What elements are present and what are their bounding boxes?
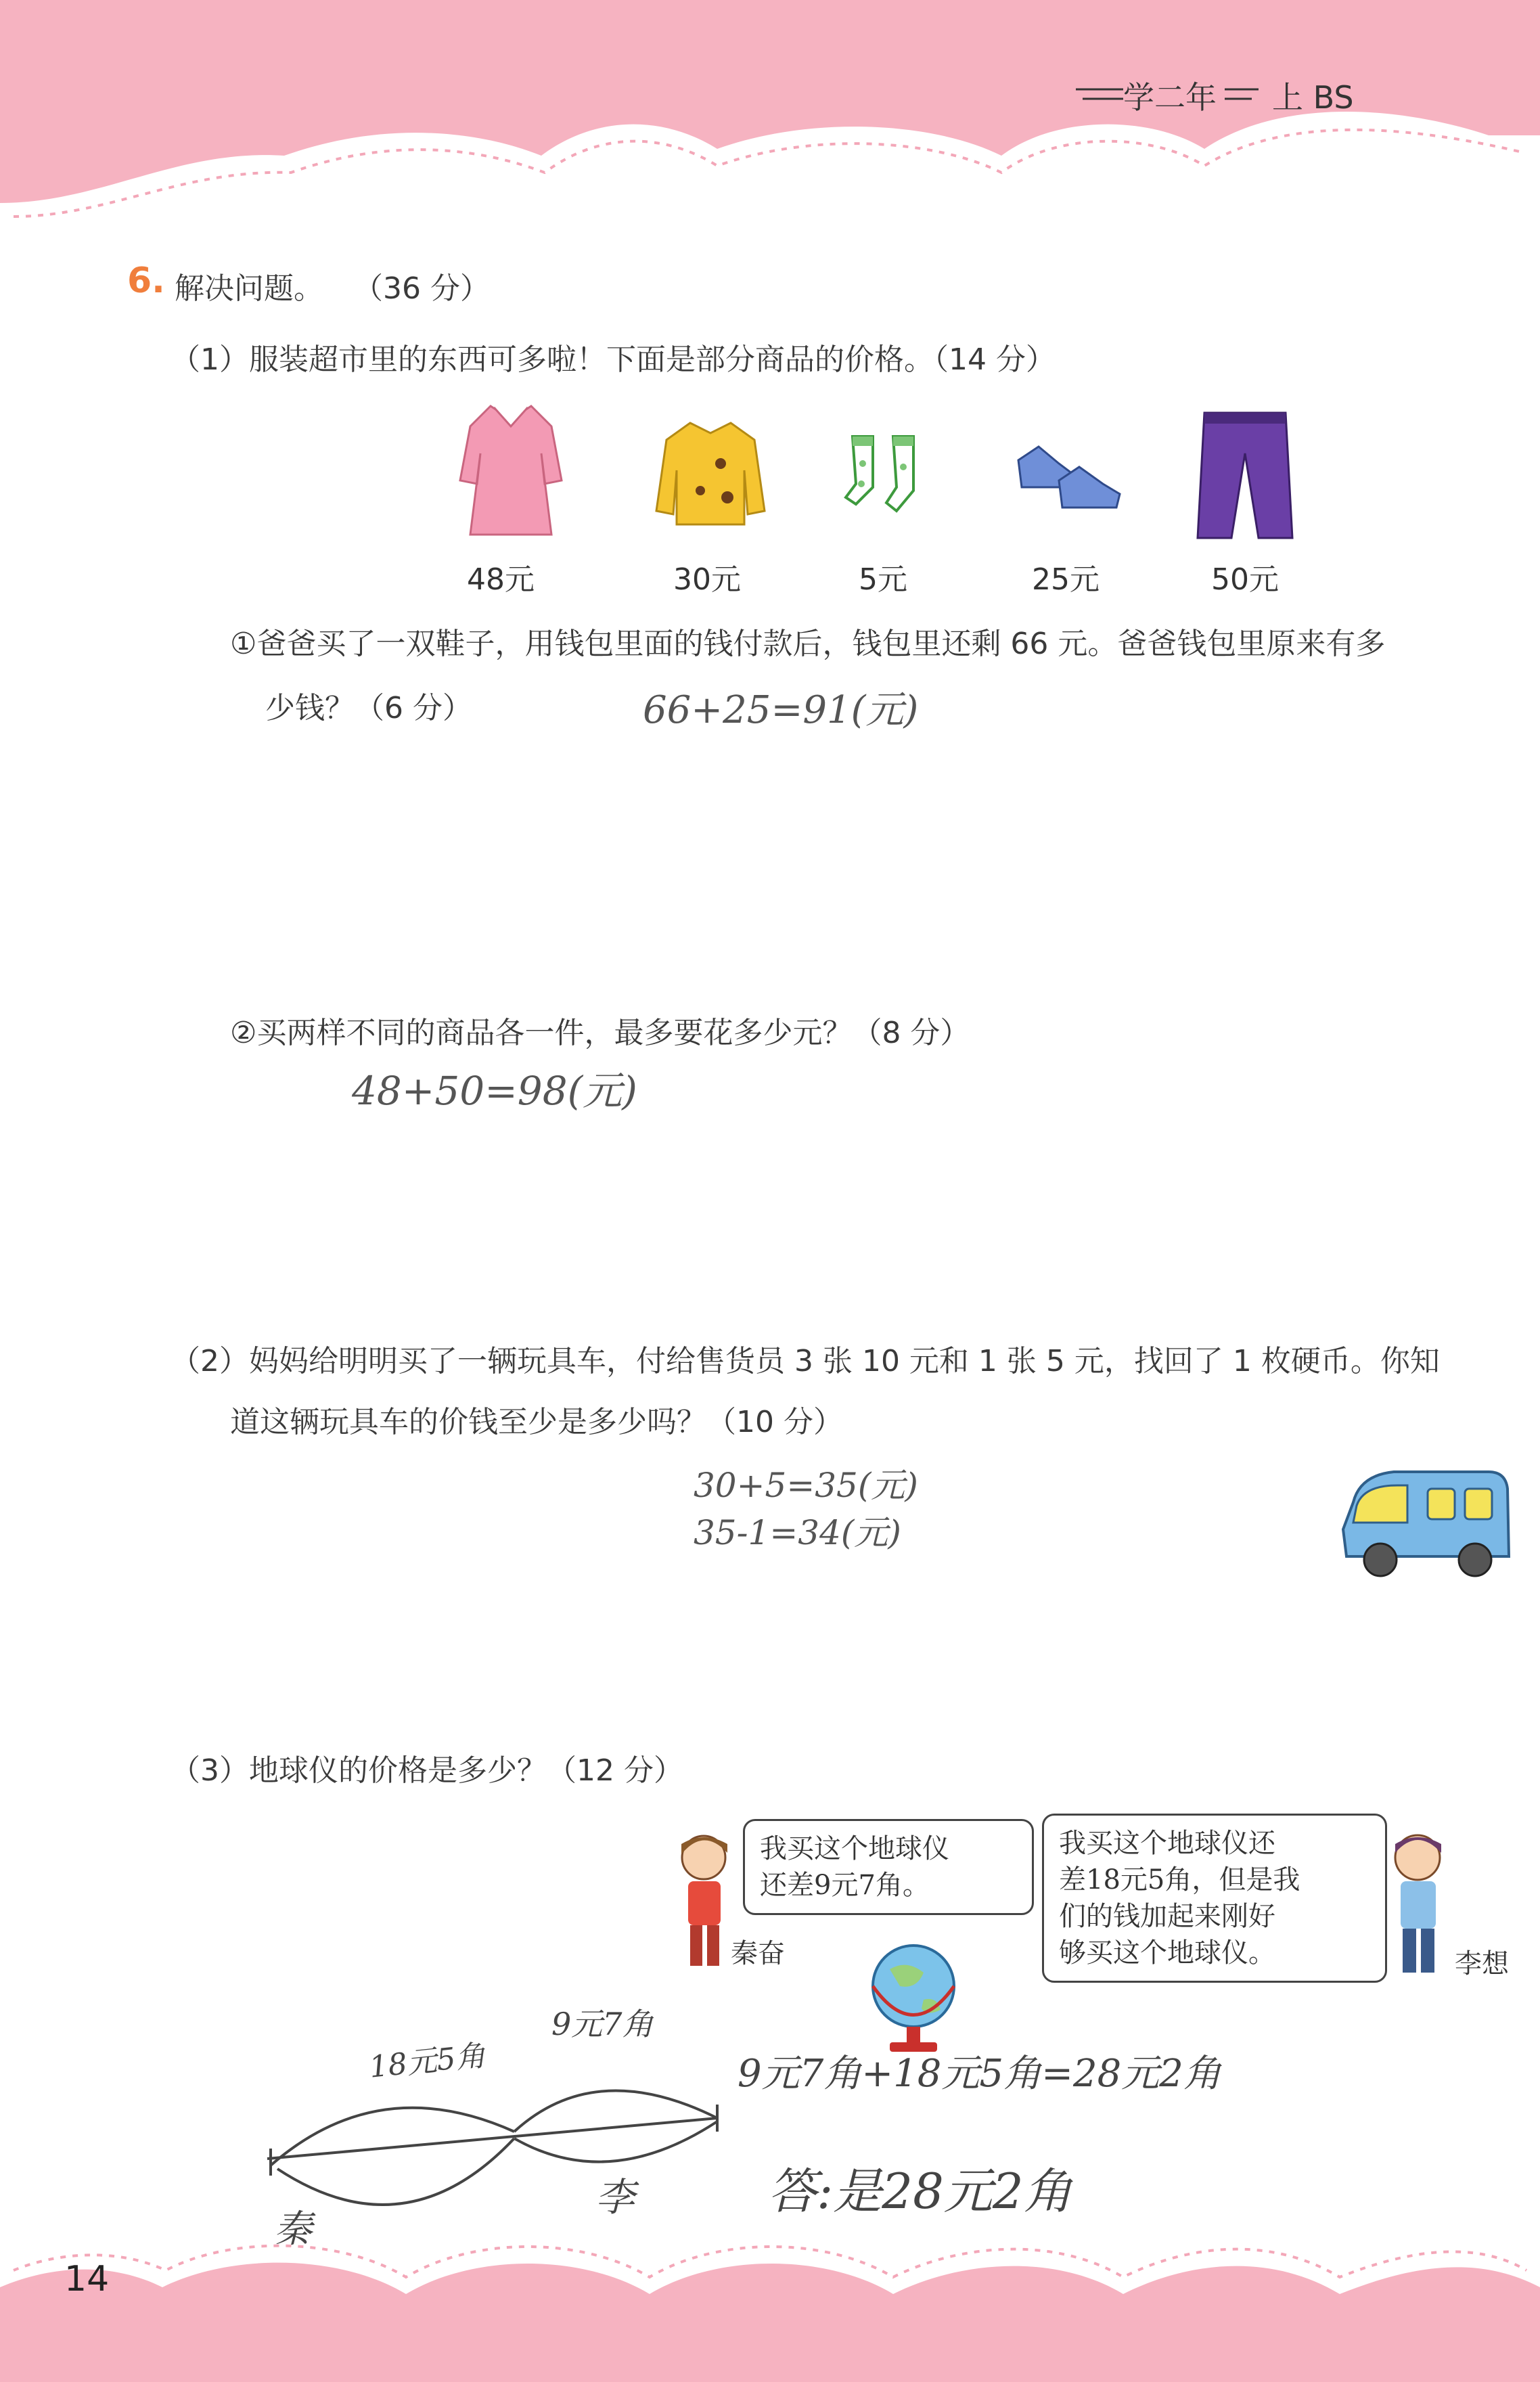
lixiang-bubble-line-2: 差18元5角，但是我 xyxy=(1059,1864,1300,1895)
price-pants: 50元 xyxy=(1211,562,1279,597)
price-jacket: 30元 xyxy=(673,562,741,597)
q3-work-line: 9元7角+18元5角=28元2角 xyxy=(738,2052,1221,2096)
q2-line2: 道这辆玩具车的价钱至少是多少吗？（10 分） xyxy=(230,1405,843,1439)
shoes-icon xyxy=(1012,440,1127,514)
price-dress: 48元 xyxy=(467,562,535,597)
diagram-label-9yuan7jiao: 9元7角 xyxy=(551,2006,654,2042)
q3-title: （3）地球仪的价格是多少？（12 分） xyxy=(171,1753,683,1788)
segment-diagram xyxy=(257,2037,744,2287)
diagram-name-li: 李 xyxy=(595,2174,635,2220)
q2-answer-2: 35-1=34(元) xyxy=(694,1513,901,1552)
q1-sub2: ②买两样不同的商品各一件，最多要花多少元？（8 分） xyxy=(230,1016,970,1050)
dress-icon xyxy=(450,399,572,541)
lixiang-bubble-line-3: 们的钱加起来刚好 xyxy=(1059,1901,1275,1932)
lixiang-speech-bubble xyxy=(1042,1814,1387,1983)
section-title: 解决问题。 xyxy=(175,271,323,306)
diagram-name-qin: 秦 xyxy=(274,2207,312,2251)
q1-sub1-line2: 少钱？（6 分） xyxy=(265,691,472,725)
header-edition: 上 BS xyxy=(1272,79,1354,116)
price-shoes: 25元 xyxy=(1032,562,1100,597)
globe-icon xyxy=(859,1935,968,2057)
q2-line1: （2）妈妈给明明买了一辆玩具车，付给售货员 3 张 10 元和 1 张 5 元，找回了 1 枚硬币。你知 xyxy=(171,1344,1440,1378)
pants-icon xyxy=(1194,406,1296,541)
section-number: 6. xyxy=(127,261,165,301)
lixiang-bubble-line-1: 我买这个地球仪还 xyxy=(1059,1828,1275,1859)
qinfen-bubble-line-2: 还差9元7角。 xyxy=(760,1870,930,1901)
toy-van-icon xyxy=(1333,1462,1516,1583)
socks-icon xyxy=(842,430,930,518)
section-score: （36 分） xyxy=(353,271,490,306)
q2-answer-1: 30+5=35(元) xyxy=(694,1466,918,1505)
qinfen-name: 秦奋 xyxy=(731,1938,785,1969)
price-socks: 5元 xyxy=(859,562,907,597)
q1-sub1-line1: ①爸爸买了一双鞋子，用钱包里面的钱付款后，钱包里还剩 66 元。爸爸钱包里原来有多 xyxy=(230,627,1386,661)
q1-intro: （1）服装超市里的东西可多啦！下面是部分商品的价格。（14 分） xyxy=(171,342,1056,377)
lixiang-name: 李想 xyxy=(1455,1948,1509,1979)
boy-lixiang-icon xyxy=(1384,1827,1451,1983)
jacket-icon xyxy=(653,416,768,531)
boy-qinfen-icon xyxy=(673,1827,738,1976)
header-subject: 学二年 xyxy=(1123,79,1217,116)
q1-sub2-answer: 48+50=98(元) xyxy=(352,1068,637,1114)
q1-sub1-answer: 66+25=91(元) xyxy=(643,688,919,732)
lixiang-bubble-line-4: 够买这个地球仪。 xyxy=(1059,1937,1275,1969)
qinfen-speech-bubble xyxy=(743,1819,1034,1915)
qinfen-bubble-line-1: 我买这个地球仪 xyxy=(760,1833,949,1864)
page-number: 14 xyxy=(64,2259,110,2299)
q3-answer-line: 答:是28元2角 xyxy=(768,2163,1072,2220)
diagram-label-18yuan5jiao: 18元5角 xyxy=(367,2038,487,2085)
